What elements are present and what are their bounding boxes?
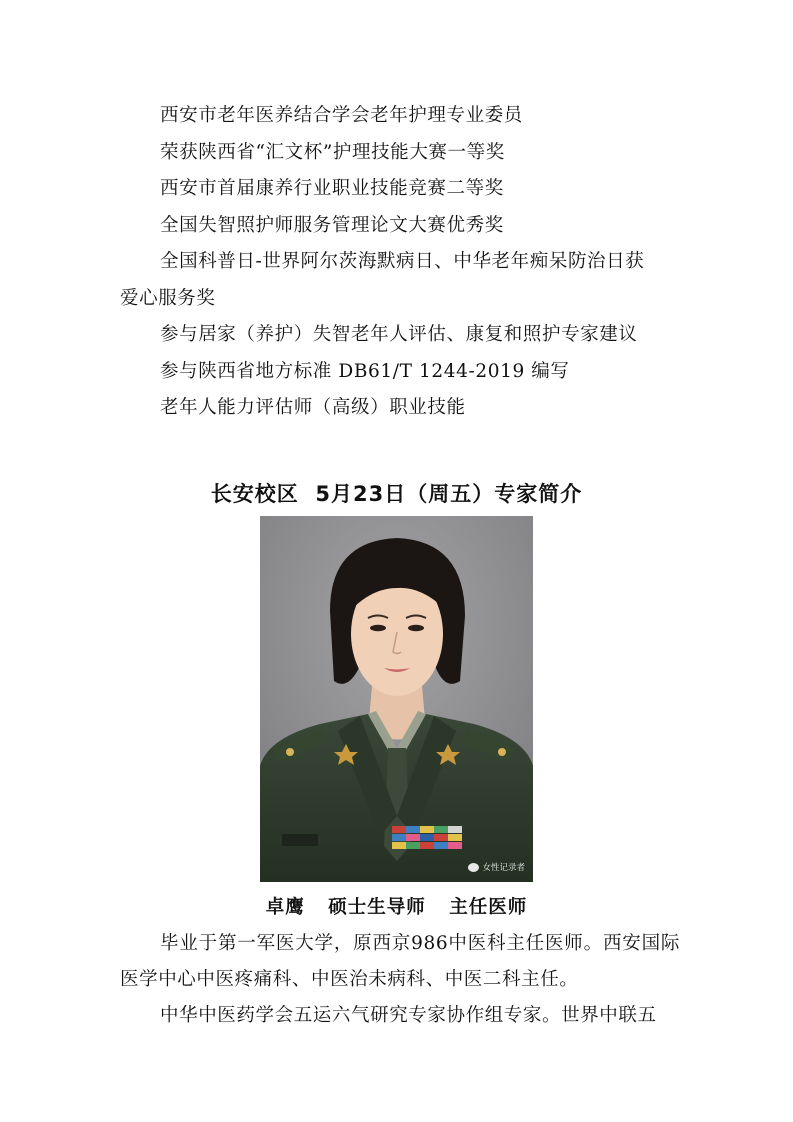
portrait-illustration [260,516,533,882]
expert-title-position: 主任医师 [449,897,528,918]
award-line: 荣获陕西省“汇文杯”护理技能大赛一等奖 [160,141,505,163]
award-line: 西安市首届康养行业职业技能竞赛二等奖 [160,178,504,199]
award-line: 全国科普日-世界阿尔茨海默病日、中华老年痴呆防治日获 [160,251,645,272]
award-line: 参与陕西省地方标准 DB61/T 1244-2019 编写 [160,360,570,382]
wechat-icon [468,863,479,872]
award-line: 参与居家（养护）失智老年人评估、康复和照护专家建议 [160,324,638,345]
bio-paragraph: 毕业于第一军医大学，原西京986中医科主任医师。西安国际医学中心中医疼痛科、中医治未病科、中医二科主任。 [120,933,680,990]
expert-bio [120,926,680,1034]
photo-watermark [468,861,525,873]
expert-portrait-photo [260,516,533,882]
expert-name: 卓鹰 [265,897,305,918]
awards-list [120,98,680,427]
award-line-continuation: 爱心服务奖 [120,287,216,309]
award-line: 全国失智照护师服务管理论文大赛优秀奖 [160,214,504,236]
expert-caption [0,893,793,919]
watermark-text: 女性记录者 [482,863,525,873]
section-heading: 长安校区 5月23日（周五）专家简介 [210,482,583,506]
award-line: 西安市老年医养结合学会老年护理专业委员 [160,105,523,126]
award-line: 老年人能力评估师（高级）职业技能 [160,397,466,418]
expert-title-supervisor: 硕士生导师 [328,897,426,918]
bio-paragraph: 中华中医药学会五运六气研究专家协作组专家。世界中联五 [160,1005,657,1026]
